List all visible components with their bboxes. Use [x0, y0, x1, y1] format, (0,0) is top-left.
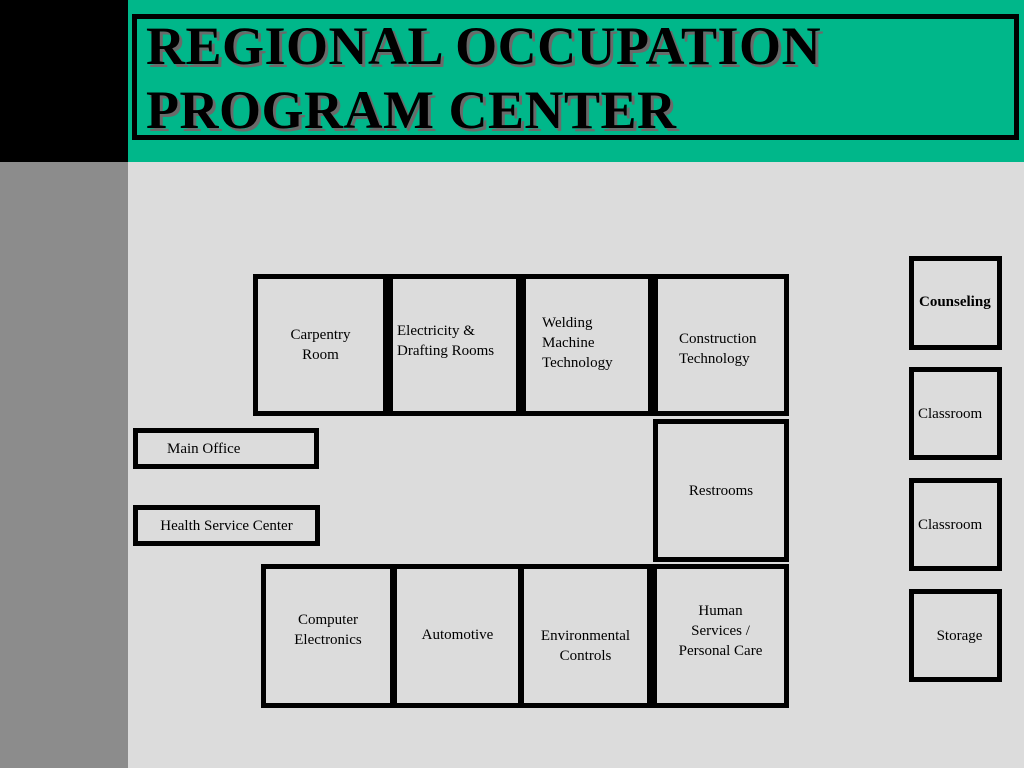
- room-restrooms: [653, 419, 789, 562]
- room-label-restrooms: Restrooms: [688, 482, 754, 499]
- room-main-office: [133, 428, 319, 469]
- room-computer-electronics: [261, 564, 395, 708]
- room-label-environmental-controls: Environmental Controls: [540, 628, 631, 664]
- room-label-classroom-2: Classroom: [918, 516, 983, 533]
- room-construction: [653, 274, 789, 416]
- black-corner-block: [0, 0, 128, 162]
- room-label-construction: Construction Technology: [679, 331, 757, 367]
- room-welding: [521, 274, 653, 416]
- room-classroom-1: [909, 367, 1002, 460]
- left-gray-strip: [0, 162, 128, 768]
- room-health-service: [133, 505, 320, 546]
- room-label-classroom-1: Classroom: [918, 405, 983, 422]
- room-label-storage: Storage: [936, 627, 983, 644]
- room-label-counseling: Counseling: [919, 293, 991, 310]
- room-label-automotive: Automotive: [421, 626, 494, 643]
- room-storage: [909, 589, 1002, 682]
- room-electricity-drafting: [388, 274, 521, 416]
- room-environmental-controls: [519, 564, 652, 708]
- room-label-human-services: Human Services / Personal Care: [678, 603, 763, 659]
- room-carpentry: [253, 274, 388, 416]
- title-line-1: REGIONAL OCCUPATION: [146, 16, 822, 76]
- room-automotive: [392, 564, 523, 708]
- room-label-main-office: Main Office: [167, 440, 241, 457]
- page-title: [146, 14, 821, 142]
- title-line-2: PROGRAM CENTER: [146, 80, 677, 140]
- room-label-electricity-drafting: Electricity & Drafting Rooms: [397, 323, 495, 359]
- room-human-services: [652, 564, 789, 708]
- room-label-computer-electronics: Computer Electronics: [294, 612, 362, 648]
- room-label-welding: Welding Machine Technology: [542, 315, 613, 371]
- room-counseling: [909, 256, 1002, 350]
- room-label-carpentry: Carpentry Room: [290, 327, 351, 363]
- room-classroom-2: [909, 478, 1002, 571]
- room-label-health-service: Health Service Center: [160, 517, 293, 534]
